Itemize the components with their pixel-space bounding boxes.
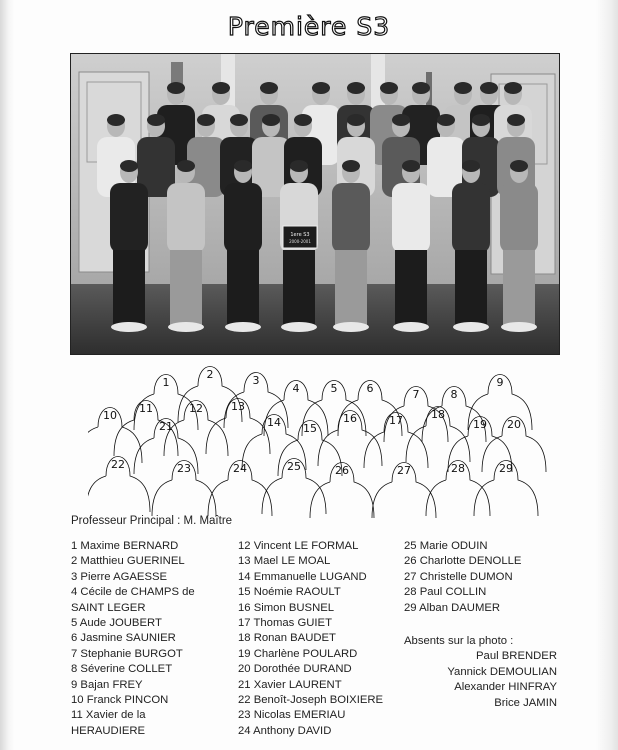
photo-person-hair <box>392 114 410 126</box>
photo-person-body <box>452 183 490 253</box>
student-list-col-1 <box>71 539 241 739</box>
student-entry: 2 Matthieu GUERINEL <box>71 555 185 568</box>
student-entry: 11 Xavier de la <box>71 709 146 722</box>
photo-person-hair <box>454 82 472 94</box>
seat-number: 4 <box>292 382 300 395</box>
seat-number: 6 <box>366 382 374 395</box>
photo-person-legs <box>455 250 487 325</box>
seat-number: 8 <box>450 388 458 401</box>
student-entry: 3 Pierre AGAESSE <box>71 570 168 583</box>
student-entry: SAINT LEGER <box>71 601 146 614</box>
page-right-edge <box>596 0 618 750</box>
seat-number: 2 <box>206 368 214 381</box>
seat-number: 19 <box>473 418 487 431</box>
photo-person-hair <box>402 160 420 172</box>
professor-line: Professeur Principal : M. Maître <box>71 515 233 527</box>
student-entry: HERAUDIERE <box>71 724 146 737</box>
photo-person-hair <box>197 114 215 126</box>
student-entry: 6 Jasmine SAUNIER <box>71 632 176 645</box>
photo-person-hair <box>167 82 185 94</box>
photo-person-hair <box>472 114 490 126</box>
photo-person-hair <box>347 82 365 94</box>
class-photo <box>70 53 560 355</box>
absent-student: Paul BRENDER <box>476 650 557 663</box>
photo-person-legs <box>503 250 535 325</box>
photo-person-hair <box>504 82 522 94</box>
photo-person-shoes <box>225 322 261 332</box>
student-entry: 27 Christelle DUMON <box>404 570 513 583</box>
student-list-col-3 <box>404 539 564 616</box>
photo-person-shoes <box>168 322 204 332</box>
student-entry: 17 Thomas GUIET <box>238 617 332 630</box>
student-entry: 23 Nicolas EMERIAU <box>238 709 346 722</box>
student-entry: 8 Séverine COLLET <box>71 663 173 676</box>
student-entry: 10 Franck PINCON <box>71 694 169 707</box>
student-entry: 19 Charlène POULARD <box>238 647 358 660</box>
student-entry: 16 Simon BUSNEL <box>238 601 335 614</box>
student-entry: 20 Dorothée DURAND <box>238 663 352 676</box>
student-entry: 7 Stephanie BURGOT <box>71 647 183 660</box>
student-entry: 22 Benoît-Joseph BOIXIERE <box>238 694 384 707</box>
seat-number: 21 <box>159 420 173 433</box>
student-entry: 14 Emmanuelle LUGAND <box>238 570 367 583</box>
student-entry: 13 Mael LE MOAL <box>238 555 331 568</box>
seat-number: 23 <box>177 462 191 475</box>
photo-person-hair <box>480 82 498 94</box>
photo-person-hair <box>437 114 455 126</box>
photo-person-hair <box>342 160 360 172</box>
photo-person-hair <box>462 160 480 172</box>
photo-person-hair <box>147 114 165 126</box>
photo-person-shoes <box>501 322 537 332</box>
seat-number: 25 <box>287 460 301 473</box>
seat-number: 7 <box>412 388 420 401</box>
photo-person-hair <box>177 160 195 172</box>
absent-student: Brice JAMIN <box>494 696 557 709</box>
seat-number: 9 <box>496 376 504 389</box>
photo-person-hair <box>510 160 528 172</box>
seat-number: 28 <box>451 462 465 475</box>
photo-person-hair <box>107 114 125 126</box>
photo-person-shoes <box>393 322 429 332</box>
photo-person-body <box>392 183 430 253</box>
seat-number: 1 <box>162 376 170 389</box>
seat-number: 22 <box>111 458 125 471</box>
page-left-edge <box>0 0 14 750</box>
absent-student: Alexander HINFRAY <box>454 681 557 694</box>
photo-person-shoes <box>281 322 317 332</box>
student-entry: 29 Alban DAUMER <box>404 601 501 614</box>
student-entry: 12 Vincent LE FORMAL <box>238 540 359 552</box>
photo-person-hair <box>380 82 398 94</box>
photo-person-legs <box>395 250 427 325</box>
absents-block <box>404 634 557 711</box>
seat-number: 17 <box>389 414 403 427</box>
chalkboard-line-1: 1ere S3 <box>290 232 310 238</box>
photo-person-legs <box>283 250 315 325</box>
seat-number: 10 <box>103 409 117 422</box>
chalkboard-line-2: 2000-2001 <box>289 239 311 244</box>
photo-person-hair <box>347 114 365 126</box>
student-list-col-2 <box>238 539 403 739</box>
seat-number: 29 <box>499 462 513 475</box>
seat-number: 12 <box>189 402 203 415</box>
photo-person-hair <box>312 82 330 94</box>
photo-person-hair <box>120 160 138 172</box>
student-entry: 5 Aude JOUBERT <box>71 617 162 630</box>
photo-person-shoes <box>333 322 369 332</box>
photo-person-body <box>224 183 262 253</box>
student-entry: 24 Anthony DAVID <box>238 724 332 737</box>
student-entry: 25 Marie ODUIN <box>404 540 488 552</box>
photo-person-hair <box>412 82 430 94</box>
seat-number: 27 <box>397 464 411 477</box>
photo-person-legs <box>170 250 202 325</box>
student-entry: 21 Xavier LAURENT <box>238 678 342 691</box>
seat-number: 3 <box>252 374 260 387</box>
photo-person-hair <box>294 114 312 126</box>
photo-person-hair <box>212 82 230 94</box>
class-title: Première S3 <box>227 12 391 41</box>
absents-header: Absents sur la photo : <box>404 635 514 647</box>
seat-number: 14 <box>267 416 281 429</box>
photo-person-hair <box>507 114 525 126</box>
student-entry: 15 Noémie RAOULT <box>238 586 341 599</box>
student-entry: 28 Paul COLLIN <box>404 586 487 599</box>
seat-number: 20 <box>507 418 521 431</box>
seat-number: 15 <box>303 422 317 435</box>
seat-number: 24 <box>233 462 247 475</box>
student-entry: 18 Ronan BAUDET <box>238 632 336 645</box>
seat-number: 16 <box>343 412 357 425</box>
photo-person-body <box>332 183 370 253</box>
photo-person-hair <box>290 160 308 172</box>
photo-person-hair <box>230 114 248 126</box>
student-entry: 4 Cécile de CHAMPS de <box>71 586 195 599</box>
photo-person-shoes <box>111 322 147 332</box>
photo-person-body <box>110 183 148 253</box>
photo-person-legs <box>227 250 259 325</box>
seating-diagram <box>88 358 548 518</box>
photo-person-legs <box>113 250 145 325</box>
absent-student: Yannick DEMOULIAN <box>447 665 557 678</box>
photo-person-body <box>167 183 205 253</box>
photo-person-shoes <box>453 322 489 332</box>
seat-number: 11 <box>139 402 153 415</box>
student-entry: 26 Charlotte DENOLLE <box>404 555 522 568</box>
seat-number: 5 <box>330 382 338 395</box>
student-entry: 1 Maxime BERNARD <box>71 540 179 552</box>
seat-number: 26 <box>335 464 349 477</box>
seat-number: 13 <box>231 400 245 413</box>
photo-person-legs <box>335 250 367 325</box>
photo-person-hair <box>260 82 278 94</box>
photo-person-hair <box>262 114 280 126</box>
seat-number: 18 <box>431 408 445 421</box>
photo-person-hair <box>234 160 252 172</box>
photo-person-body <box>500 183 538 253</box>
student-entry: 9 Bajan FREY <box>71 678 143 691</box>
